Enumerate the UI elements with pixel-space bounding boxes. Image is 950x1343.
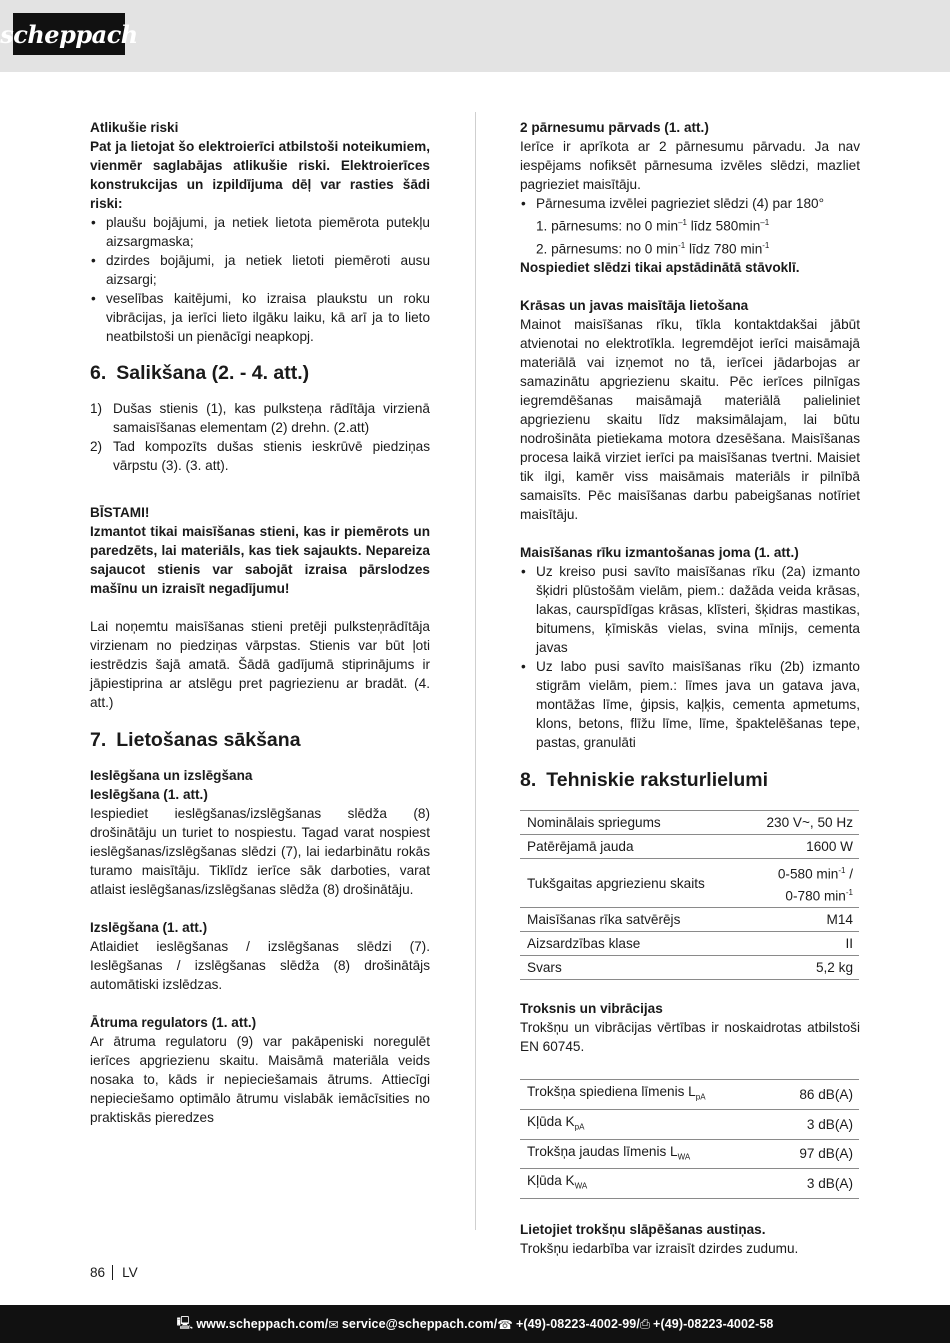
list-item: 1) Dušas stienis (1), kas pulksteņa rādītāja virzienā samaisīšanas elementam (2) drehn. (2.att) [90,401,430,435]
tools-list [520,562,860,752]
section-8-heading: 8. Tehniskie raksturlielumi [520,769,769,792]
table-row: Maisīšanas rīka satvērējs M14 [520,908,859,932]
speed-text: Ar ātruma regulatoru (9) var pakāpeniski noregulēt ierīces apgriezienu skaitu. Maisāmā materiāla veids nosaka to, kāds ir nepieciešamais ātrums. Attiecīgi nepieciešamo optimālo ātrumu vislabāk iemācīsities no praktiskās pieredzes [90,1034,430,1125]
list-item: • plaušu bojājumi, ja netiek lietota piemērota putekļu aizsargmaska; [90,213,430,251]
list-item: • Pārnesuma izvēlei pagrieziet slēdzi (4) par 180° [520,194,860,213]
gear-2-line: 2. pārnesums: no 0 $\min^{-1}$ līdz 780 $\min^{-1}$ [536,240,770,257]
computer-icon: 🖳 [176,1315,194,1330]
fax-icon: ⎙ [639,1316,651,1331]
footer-bar: 🖳 www.scheppach.com / ✉ service@scheppach.com / ☎ +(49)-08223-4002-99 / ⎙ +(49)-08223-4002-58 [0,1305,950,1343]
ear-protection-title: Lietojiet trokšņu slāpēšanas austiņas. [520,1222,766,1237]
list-item: • dzirdes bojājumi, ja netiek lietoti piemēroti ausu aizsargi; [90,251,430,289]
danger-text: Izmantot tikai maisīšanas stieni, kas ir piemērots un paredzēts, lai materiāls, kas tiek sajaukts. Nepareiza sajaucot stienis var sabojāt izraisa pārslodzes mašīnu un izraisīt negadījumu! [90,524,430,596]
gear-1-line: 1. pārnesums: no 0 $\min^{-1}$ līdz $580\min^{-1}$ [536,218,770,234]
email-link[interactable]: service@scheppach.com [341,1317,494,1331]
risks-title: Atlikušie riski [90,120,179,135]
noise-text: Trokšņu un vibrācijas vērtības ir noskaidrotas atbilstoši EN 60745. [520,1020,860,1055]
tools-title: Maisīšanas rīku izmantošanas joma (1. att.) [520,545,799,561]
table-row: Nominālais spriegums 230 V~, 50 Hz [520,811,859,835]
fax-number: +(49)-08223-4002-58 [653,1317,774,1331]
list-item: • Uz kreiso pusi savīto maisīšanas rīku (2a) izmanto šķidri plūstošām vielām, piem.: dažāda veida krāsas, lakas, caurspīdīgas krāsas, klīsteri, šķidras mastikas, bitumens, ķīmiskās vielas, svina mīnijs, cementa javas [520,562,860,657]
removal-text: Lai noņemtu maisīšanas stieni pretēji pulksteņrādītāja virzienam no piedziņas vārpstas. Stienis var būt ļoti iestrēdzis šajā amatā. Šādā gadījumā stiprinājums ir jāpiestiprina ar atslēgu pret pagriezienu ar bradāt. (4. att.) [90,619,430,710]
gear-note: Nospiediet slēdzi tikai apstādinātā stāvoklī. [520,260,800,276]
table-row: Trokšņa spiediena līmenis $L_{pA}$ 86 dB(A) [520,1080,859,1110]
gear-text: Ierīce ir aprīkota ar 2 pārnesumu pārvadu. Ja nav iespējams nofiksēt pārnesuma izvēles slēdzi, mazliet pagrieziet maisītāju. [520,139,860,192]
paint-text: Mainot maisīšanas rīku, tīkla kontaktdakšai jābūt atvienotai no elektrotīkla. Iegremdējot ierīci maisāmajā materiālā vai izņemot no tā, ierīcei jādarbojas ar samazinātu apgriezienu skaitu. Pēc ierīces pilnīgas iegremdēšanas maisāmajā materiālā palieliniet apgriezienu skaitu līdz maksimālajam, lai būtu nodrošināta pietiekama motora dzesēšana. Maisīšanas procesa laikā virziet ierīci pa maisīšanas tvertni. Maisiet tik ilgi, kamēr viss maisāmais materiāls ir pilnībā samaisīts. Pēc maisīšanas darbu pabeigšanas notīriet maisītāju. [520,317,860,523]
left-column [90,118,430,1127]
risks-intro: Pat ja lietojat šo elektroierīci atbilstoši noteikumiem, vienmēr saglabājas atlikušie riski. Elektroierīces konstrukcijas un izpildījuma dēļ var rasties šādi riski: [90,139,430,211]
list-item: • Uz labo pusi savīto maisīšanas rīku (2b) izmanto stigrām vielām, piem.: līmes java un gatava java, montāžas līme, ģipsis, kaļķis, cementa apmetums, klons, betons, flīžu līme, līme, špaktelēšanas tepe, pastas, granulāti [520,657,860,752]
gear-title: 2 pārnesumu pārvads (1. att.) [520,120,709,135]
scheppach-logo: scheppach [13,13,125,55]
table-row: Patērējamā jauda 1600 W [520,835,859,859]
speed-title: Ātruma regulators (1. att.) [90,1015,257,1030]
off-title: Izslēgšana (1. att.) [90,920,208,935]
assembly-steps [90,399,430,475]
phone-number: +(49)-08223-4002-99 [515,1317,637,1331]
noise-table [520,1079,859,1199]
right-column [520,118,860,1258]
section-7-heading: 7. Lietošanas sākšana [90,729,301,751]
on-title: Ieslēgšana (1. att.) [90,787,208,802]
gear-list [520,194,860,213]
website-link[interactable]: www.scheppach.com [196,1317,325,1331]
table-row: Aizsardzības klase II [520,932,859,956]
table-row: Tukšgaitas apgriezienu skaits 0-580 $\min^{-1}$ / 0-780 $\min^{-1}$ [520,859,859,908]
table-row: Svars 5,2 kg [520,956,859,980]
paint-title: Krāsas un javas maisītāja lietošana [520,298,749,314]
spec-table [520,810,859,980]
header-bar [0,0,950,72]
onoff-title: Ieslēgšana un izslēgšana [90,768,253,783]
noise-title: Troksnis un vibrācijas [520,1001,663,1017]
table-row: Kļūda $K_{WA}$ 3 dB(A) [520,1169,859,1199]
off-text: Atlaidiet ieslēgšanas / izslēgšanas slēdzi (7). Ieslēgšanas / izslēgšanas slēdža (8) drošinātājs automātiski izslēdzas. [90,939,430,992]
phone-icon: ☎ [497,1317,513,1332]
ear-protection-text: Trokšņu iedarbība var izraisīt dzirdes zudumu. [520,1241,799,1256]
risks-list [90,213,430,346]
table-row: Kļūda $K_{pA}$ 3 dB(A) [520,1109,859,1139]
danger-title: BĪSTAMI! [90,505,150,520]
list-item: 2) Tad kompozīts dušas stienis ieskrūvē piedziņas vārpstu (3). (3. att). [90,439,430,473]
mail-icon: ✉ [328,1317,339,1332]
on-text: Iespiediet ieslēgšanas/izslēgšanas slēdža (8) drošinātāju un turiet to nospiestu. Tagad varat nospiest ieslēgšanas/izslēgšanas slēdzi (7), lai iedarbinātu rokās turamo maisītāju. Tiklīdz ierīce sāk darboties, varat atlaist ieslēgšanas/izslēgšanas slēdža (8) drošinātāju. [90,806,430,897]
section-6-heading: 6. Salikšana (2. - 4. att.) [90,362,310,384]
table-row: Trokšņa jaudas līmenis $L_{WA}$ 97 dB(A) [520,1139,859,1169]
page-number: 86 LV [90,1265,138,1280]
column-divider [475,112,476,1230]
list-item: • veselības kaitējumi, ko izraisa plaukstu un roku vibrācijas, ja ierīci lieto ilgāku laiku, kā arī ja to lieto neatbilstoši un pienācīgi neapkopj. [90,289,430,346]
